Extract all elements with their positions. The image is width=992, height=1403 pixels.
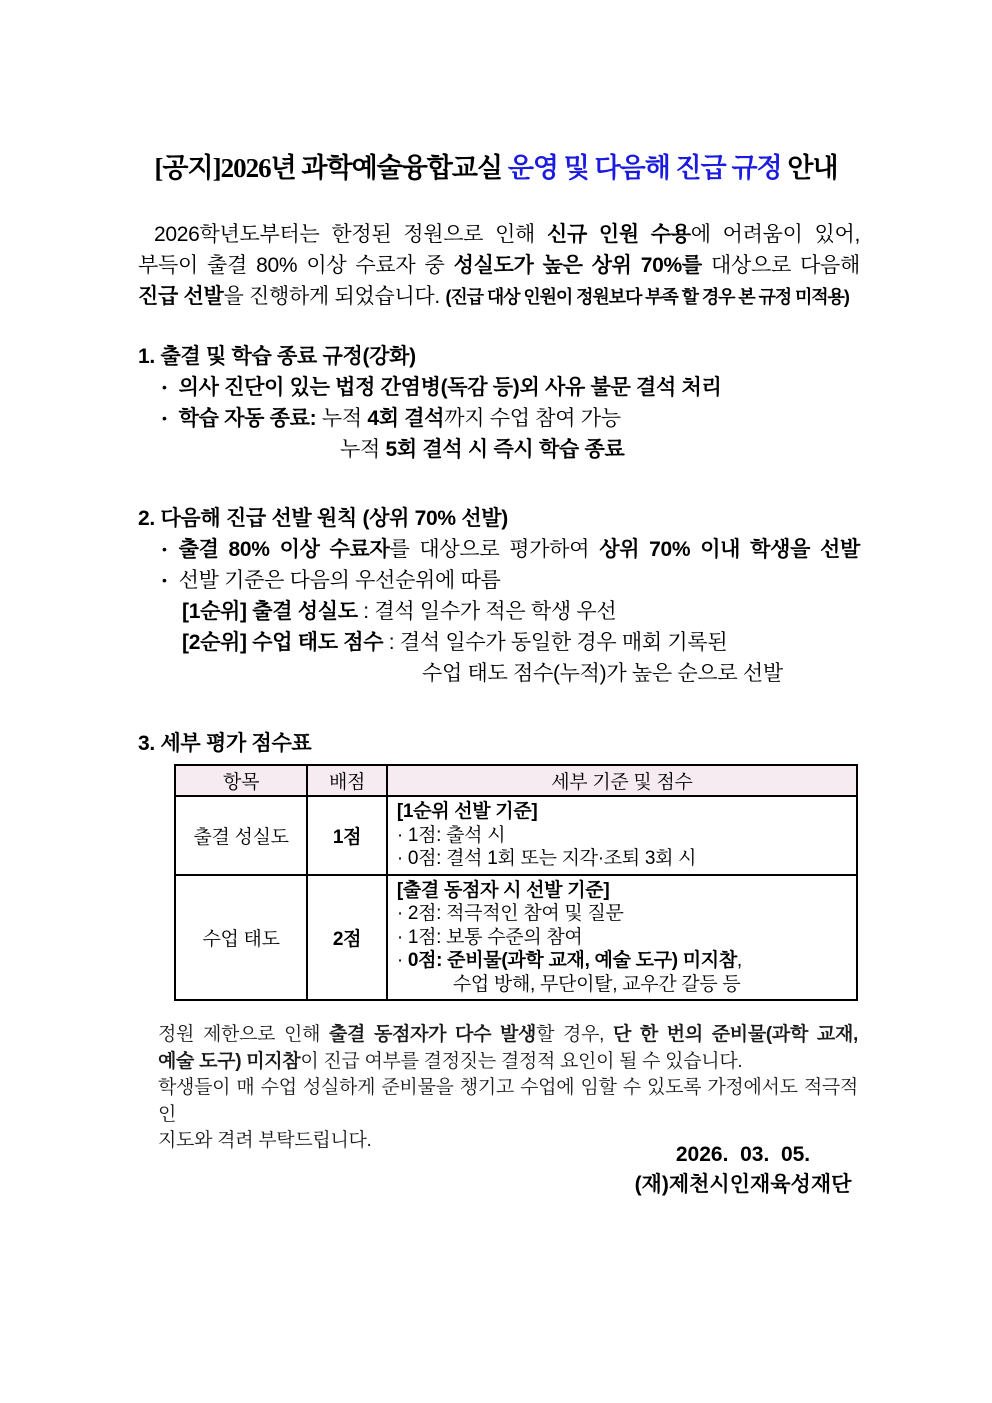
text-segment: 4회 결석 — [367, 407, 445, 430]
text-segment: · 1점: 출석 시 — [396, 824, 506, 846]
text-segment: 에 어려움이 있어, — [690, 223, 860, 246]
intro-line — [138, 219, 860, 250]
page-title — [66, 146, 926, 185]
table-row — [175, 796, 857, 875]
closing-line — [158, 1075, 858, 1128]
table-header-criteria: 세부 기준 및 점수 — [387, 765, 857, 796]
section2-rank-1 — [138, 596, 860, 627]
section2-heading: 2. 다음해 진급 선발 원칙 (상위 70% 선발) — [138, 507, 508, 530]
text-segment: 누적 — [316, 407, 368, 430]
signoff-organization: (재)제천시인재육성재단 — [634, 1173, 852, 1196]
row2-item: 수업 태도 — [175, 875, 307, 1001]
table-row — [175, 875, 857, 1001]
detail-line — [397, 800, 847, 824]
table-header-row — [175, 765, 857, 796]
section1-heading: 1. 출결 및 학습 종료 규정(강화) — [138, 345, 416, 368]
detail-line — [397, 847, 847, 871]
closing-paragraph — [158, 1022, 858, 1155]
text-segment: 지도와 격려 부탁드립니다. — [158, 1130, 372, 1151]
text-segment: 2026학년도부터는 한정된 정원으로 인해 — [154, 223, 547, 246]
text-segment: 를 대상으로 평가하여 — [389, 538, 600, 561]
closing-line — [158, 1022, 858, 1049]
text-segment: [2순위] 수업 태도 점수 — [182, 631, 384, 654]
text-segment: 운영 및 다음해 진급 규정 — [507, 153, 782, 183]
text-segment: 출결 80% 이상 수료자 — [178, 538, 390, 561]
intro-line — [138, 281, 860, 313]
section-promotion-principles — [138, 503, 860, 689]
section1-bullet-1 — [138, 372, 860, 403]
text-segment: [1순위 선발 기준] — [396, 801, 538, 822]
detail-line — [397, 824, 847, 848]
text-segment: 대상으로 다음해 — [701, 254, 860, 277]
row1-item: 출결 성실도 — [175, 796, 307, 875]
closing-line — [158, 1049, 858, 1076]
row1-details — [387, 796, 857, 875]
text-segment: 출결 동점자가 다수 발생 — [329, 1024, 537, 1045]
text-segment: [1순위] 출결 성실도 — [182, 600, 358, 623]
text-segment: 진급 선발 — [138, 285, 224, 308]
section1-continuation — [138, 434, 860, 465]
text-segment: [공지]2026년 과학예술융합교실 — [154, 153, 508, 183]
text-segment: 정원 제한으로 인해 — [158, 1024, 329, 1045]
section1-bullet-2 — [138, 403, 860, 434]
section-attendance-rules — [138, 341, 860, 465]
section2-continuation — [138, 658, 860, 689]
text-segment: [출결 동점자 시 선발 기준] — [396, 879, 610, 901]
text-segment: (진급 대상 인원이 정원보다 부족 할 경우 본 규정 미적용) — [445, 287, 849, 307]
score-table-wrapper — [174, 764, 858, 1001]
table-header-points: 배점 — [307, 765, 387, 796]
detail-line — [397, 879, 847, 903]
text-segment: 학생들이 매 수업 성실하게 준비물을 챙기고 수업에 임할 수 있도록 가정에서도 적극적인 — [158, 1077, 858, 1125]
signoff-block — [560, 1140, 926, 1200]
text-segment: 0점: 준비물(과학 교재, 예술 도구) 미지참 — [407, 950, 737, 971]
text-segment: 5회 결석 시 즉시 학습 종료 — [385, 438, 625, 461]
text-segment: 부득이 출결 80% 이상 수료자 중 — [138, 254, 454, 277]
section2-bullet-2 — [138, 565, 860, 596]
intro-paragraph — [138, 219, 860, 313]
detail-line — [397, 973, 847, 997]
text-segment: 예술 도구) 미지참 — [158, 1050, 301, 1072]
text-segment: , — [736, 950, 742, 971]
text-segment: 단 한 번의 준비물(과학 교재, — [612, 1024, 858, 1045]
text-segment: 수업 방해, 무단이탈, 교우간 갈등 등 — [452, 973, 741, 995]
text-segment: 누적 — [340, 438, 386, 461]
text-segment: : 결석 일수가 동일한 경우 매회 기록된 — [383, 631, 728, 654]
text-segment: 수업 태도 점수(누적)가 높은 순으로 선발 — [422, 662, 783, 685]
text-segment: 상위 70% 이내 학생을 선발 — [599, 538, 860, 561]
score-table — [174, 764, 858, 1001]
text-segment: · 1점: 보통 수준의 참여 — [396, 926, 583, 948]
text-segment: 선발 기준은 다음의 우선순위에 따름 — [178, 569, 501, 592]
text-segment: 을 진행하게 되었습니다. — [223, 285, 446, 308]
detail-line — [397, 902, 847, 926]
text-segment: · 2점: 적극적인 참여 및 질문 — [396, 903, 624, 924]
section2-rank-2 — [138, 627, 860, 658]
row1-points: 1점 — [307, 796, 387, 875]
text-segment: 학습 자동 종료: — [178, 407, 317, 430]
text-segment: 이 진급 여부를 결정짓는 결정적 요인이 될 수 있습니다. — [300, 1050, 743, 1072]
section3-heading: 3. 세부 평가 점수표 — [138, 732, 312, 755]
row2-details — [387, 875, 857, 1001]
text-segment: · 0점: 결석 1회 또는 지각·조퇴 3회 시 — [396, 848, 697, 869]
signoff-date: 2026. 03. 05. — [675, 1143, 811, 1166]
text-segment: 신규 인원 수용 — [546, 223, 691, 246]
section2-bullet-1 — [138, 534, 860, 565]
row2-points: 2점 — [307, 875, 387, 1001]
text-segment: 까지 수업 참여 가능 — [444, 407, 621, 430]
text-segment: 의사 진단이 있는 법정 간염병(독감 등)외 사유 불문 결석 처리 — [178, 376, 722, 399]
table-header-item: 항목 — [175, 765, 307, 796]
text-segment: 성실도가 높은 상위 70%를 — [453, 254, 702, 277]
text-segment: · — [396, 950, 408, 971]
intro-line — [138, 250, 860, 281]
text-segment: : 결석 일수가 적은 학생 우선 — [357, 600, 617, 623]
detail-line — [397, 949, 847, 973]
text-segment: 안내 — [781, 153, 838, 183]
text-segment: 할 경우, — [536, 1024, 613, 1045]
detail-line — [397, 926, 847, 950]
